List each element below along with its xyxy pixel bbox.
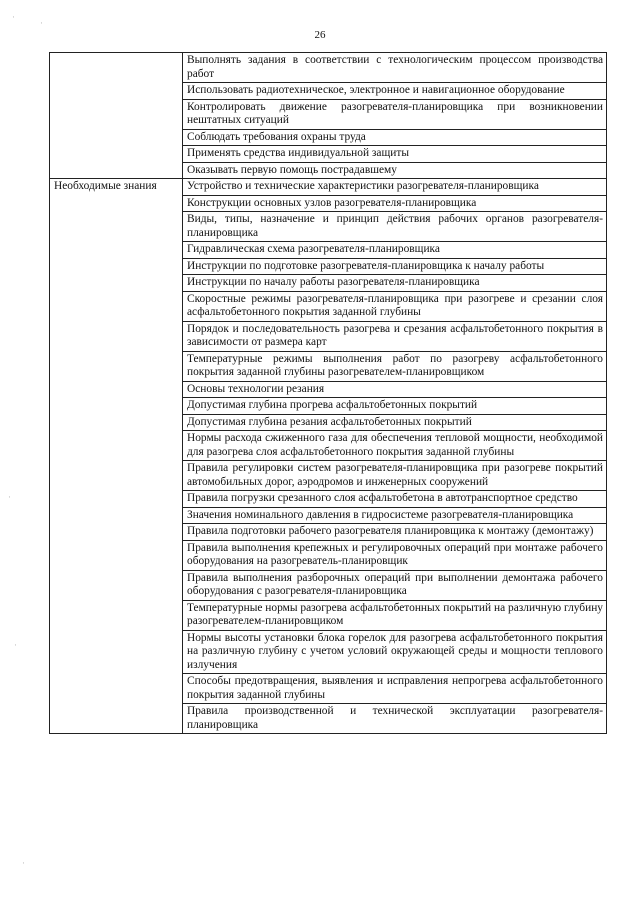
knowledge-item: Температурные режимы выполнения работ по разогреву асфальтобетонного покрытия заданной глубины разогревателем-планировщиком [183,351,607,381]
knowledge-label-cell: Необходимые знания [50,179,183,734]
knowledge-item: Порядок и последовательность разогрева и срезания асфальтобетонного покрытия в зависимости от размера карт [183,321,607,351]
knowledge-item: Основы технологии резания [183,381,607,398]
scan-artifact: · [8,492,11,502]
skill-item: Соблюдать требования охраны труда [183,129,607,146]
knowledge-item: Нормы высоты установки блока горелок для разогрева асфальтобетонного покрытия на различную глубину с учетом условий окружающей среды и мощности теплового излучения [183,630,607,674]
skill-item: Использовать радиотехническое, электронное и навигационное оборудование [183,83,607,100]
knowledge-item: Значения номинального давления в гидросистеме разогревателя-планировщика [183,507,607,524]
knowledge-item: Правила регулировки систем разогревателя-планировщика при разогреве покрытий автомобильных дорог, аэродромов и инженерных сооружений [183,461,607,491]
knowledge-item: Способы предотвращения, выявления и исправления непрогрева асфальтобетонного покрытия заданной глубины [183,674,607,704]
knowledge-item: Инструкции по подготовке разогревателя-планировщика к началу работы [183,258,607,275]
skills-label-cell [50,53,183,179]
knowledge-item: Конструкции основных узлов разогревателя-планировщика [183,195,607,212]
scan-artifact: · [40,18,43,28]
scan-artifact: · [12,12,15,22]
knowledge-item: Гидравлическая схема разогревателя-планировщика [183,242,607,259]
knowledge-item: Правила выполнения крепежных и регулировочных операций при монтаже рабочего оборудования на разогреватель-планировщик [183,540,607,570]
table-row [50,179,607,196]
knowledge-item: Скоростные режимы разогревателя-планировщика при разогреве и срезании слоя асфальтобетонного покрытия заданной глубины [183,291,607,321]
competency-table [49,52,607,734]
table-row [50,53,607,83]
scan-artifact: · [14,640,17,650]
knowledge-item: Устройство и технические характеристики разогревателя-планировщика [183,179,607,196]
knowledge-item: Правила подготовки рабочего разогревателя планировщика к монтажу (демонтажу) [183,524,607,541]
knowledge-item: Нормы расхода сжиженного газа для обеспечения тепловой мощности, необходимой для разогрева слоя асфальтобетонного покрытия заданной глубины [183,431,607,461]
scan-artifact: · [22,858,25,868]
knowledge-item: Правила выполнения разборочных операций при выполнении демонтажа рабочего оборудования с разогревателя-планировщика [183,570,607,600]
knowledge-item: Температурные нормы разогрева асфальтобетонных покрытий на различную глубину разогревателем-планировщиком [183,600,607,630]
skill-item: Применять средства индивидуальной защиты [183,146,607,163]
knowledge-item: Правила погрузки срезанного слоя асфальтобетона в автотранспортное средство [183,491,607,508]
knowledge-item: Допустимая глубина прогрева асфальтобетонных покрытий [183,398,607,415]
knowledge-item: Допустимая глубина резания асфальтобетонных покрытий [183,414,607,431]
skill-item: Контролировать движение разогревателя-планировщика при возникновении нештатных ситуаций [183,99,607,129]
knowledge-item: Инструкции по началу работы разогревателя-планировщика [183,275,607,292]
skill-item: Оказывать первую помощь пострадавшему [183,162,607,179]
skill-item: Выполнять задания в соответствии с технологическим процессом производства работ [183,53,607,83]
page-number: 26 [314,29,326,41]
knowledge-item: Правила производственной и технической эксплуатации разогревателя-планировщика [183,704,607,734]
knowledge-item: Виды, типы, назначение и принцип действия рабочих органов разогревателя-планировщика [183,212,607,242]
